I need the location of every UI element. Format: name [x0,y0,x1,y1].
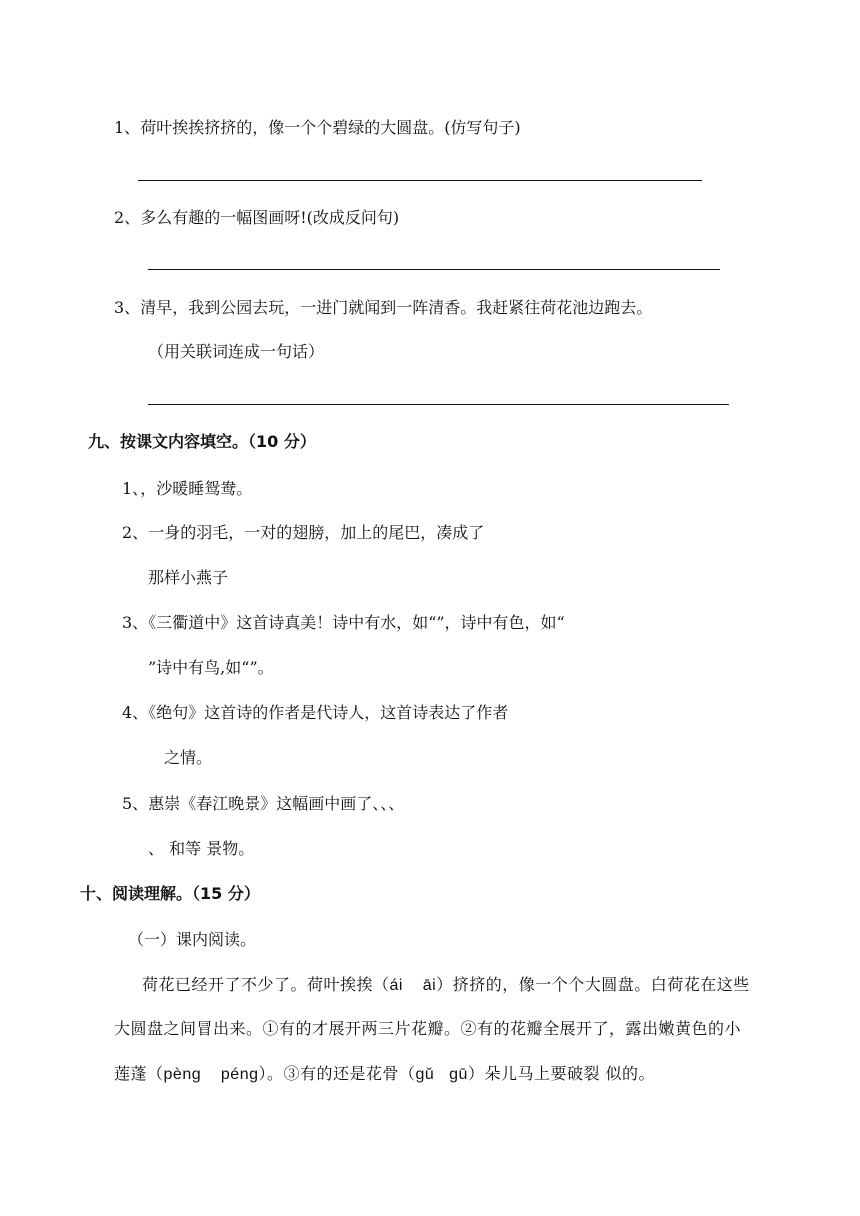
pinyin-option: pèng péng [163,1066,259,1083]
q9-1: 1、，沙暖睡鸳鸯。 [122,479,253,498]
q9-2: 2、一身的羽毛，一对的翅膀，加上的尾巴，凑成了 [122,523,485,542]
answer-line-8-2[interactable] [148,269,720,270]
q-number: 3、 [114,298,141,317]
q9-4-cont: 之情。 [164,748,213,767]
q8-3 [114,297,652,319]
q-text: 荷叶挨挨挤挤的，像一个个碧绿的大圆盘。(仿写句子) [140,118,521,137]
section-10-title: 十、阅读理解。（15 分） [80,884,260,903]
q9-3-cont: ”诗中有鸟,如“”。 [148,658,274,677]
section-9-title: 九、按课文内容填空。（10 分） [88,432,316,451]
reading-line-3: 莲蓬（pèng péng）。③有的还是花骨（gǔ gū）朵儿马上要破裂 似的。 [114,1064,656,1083]
q9-5: 5、惠崇《春江晚景》这幅画中画了、、、 [122,794,405,813]
q9-4: 4、《绝句》这首诗的作者是代诗人，这首诗表达了作者 [122,703,509,722]
reading-line-2: 大圆盘之间冒出来。①有的才展开两三片花瓣。②有的花瓣全展开了，露出嫩黄色的小 [114,1019,742,1038]
subsection-title: （一）课内阅读。 [128,930,257,949]
reading-line-1: 荷花已经开了不少了。荷叶挨挨（ái āi）挤挤的，像一个个大圆盘。白荷花在这些 [142,975,750,994]
q-text: 多么有趣的一幅图画呀!(改成反问句) [140,208,400,227]
q9-5-cont: 、 和等 景物。 [148,839,255,858]
pinyin-option: ái āi [389,977,437,994]
q-text: 清早，我到公园去玩，一进门就闻到一阵清香。我赶紧往荷花池边跑去。 [140,298,653,317]
answer-line-8-3[interactable] [148,404,729,405]
q8-2 [114,207,399,229]
pinyin-option: gǔ gū [415,1066,468,1083]
q-number: 2、 [114,208,141,227]
q9-3: 3、《三衢道中》这首诗真美！诗中有水，如“”，诗中有色，如“ [122,613,565,632]
q-number: 1、 [114,118,141,137]
answer-line-8-1[interactable] [138,180,702,181]
q8-3-note: （用关联词连成一句话） [148,342,325,361]
q9-2-cont: 那样小燕子 [148,568,229,587]
q8-1 [114,117,521,139]
